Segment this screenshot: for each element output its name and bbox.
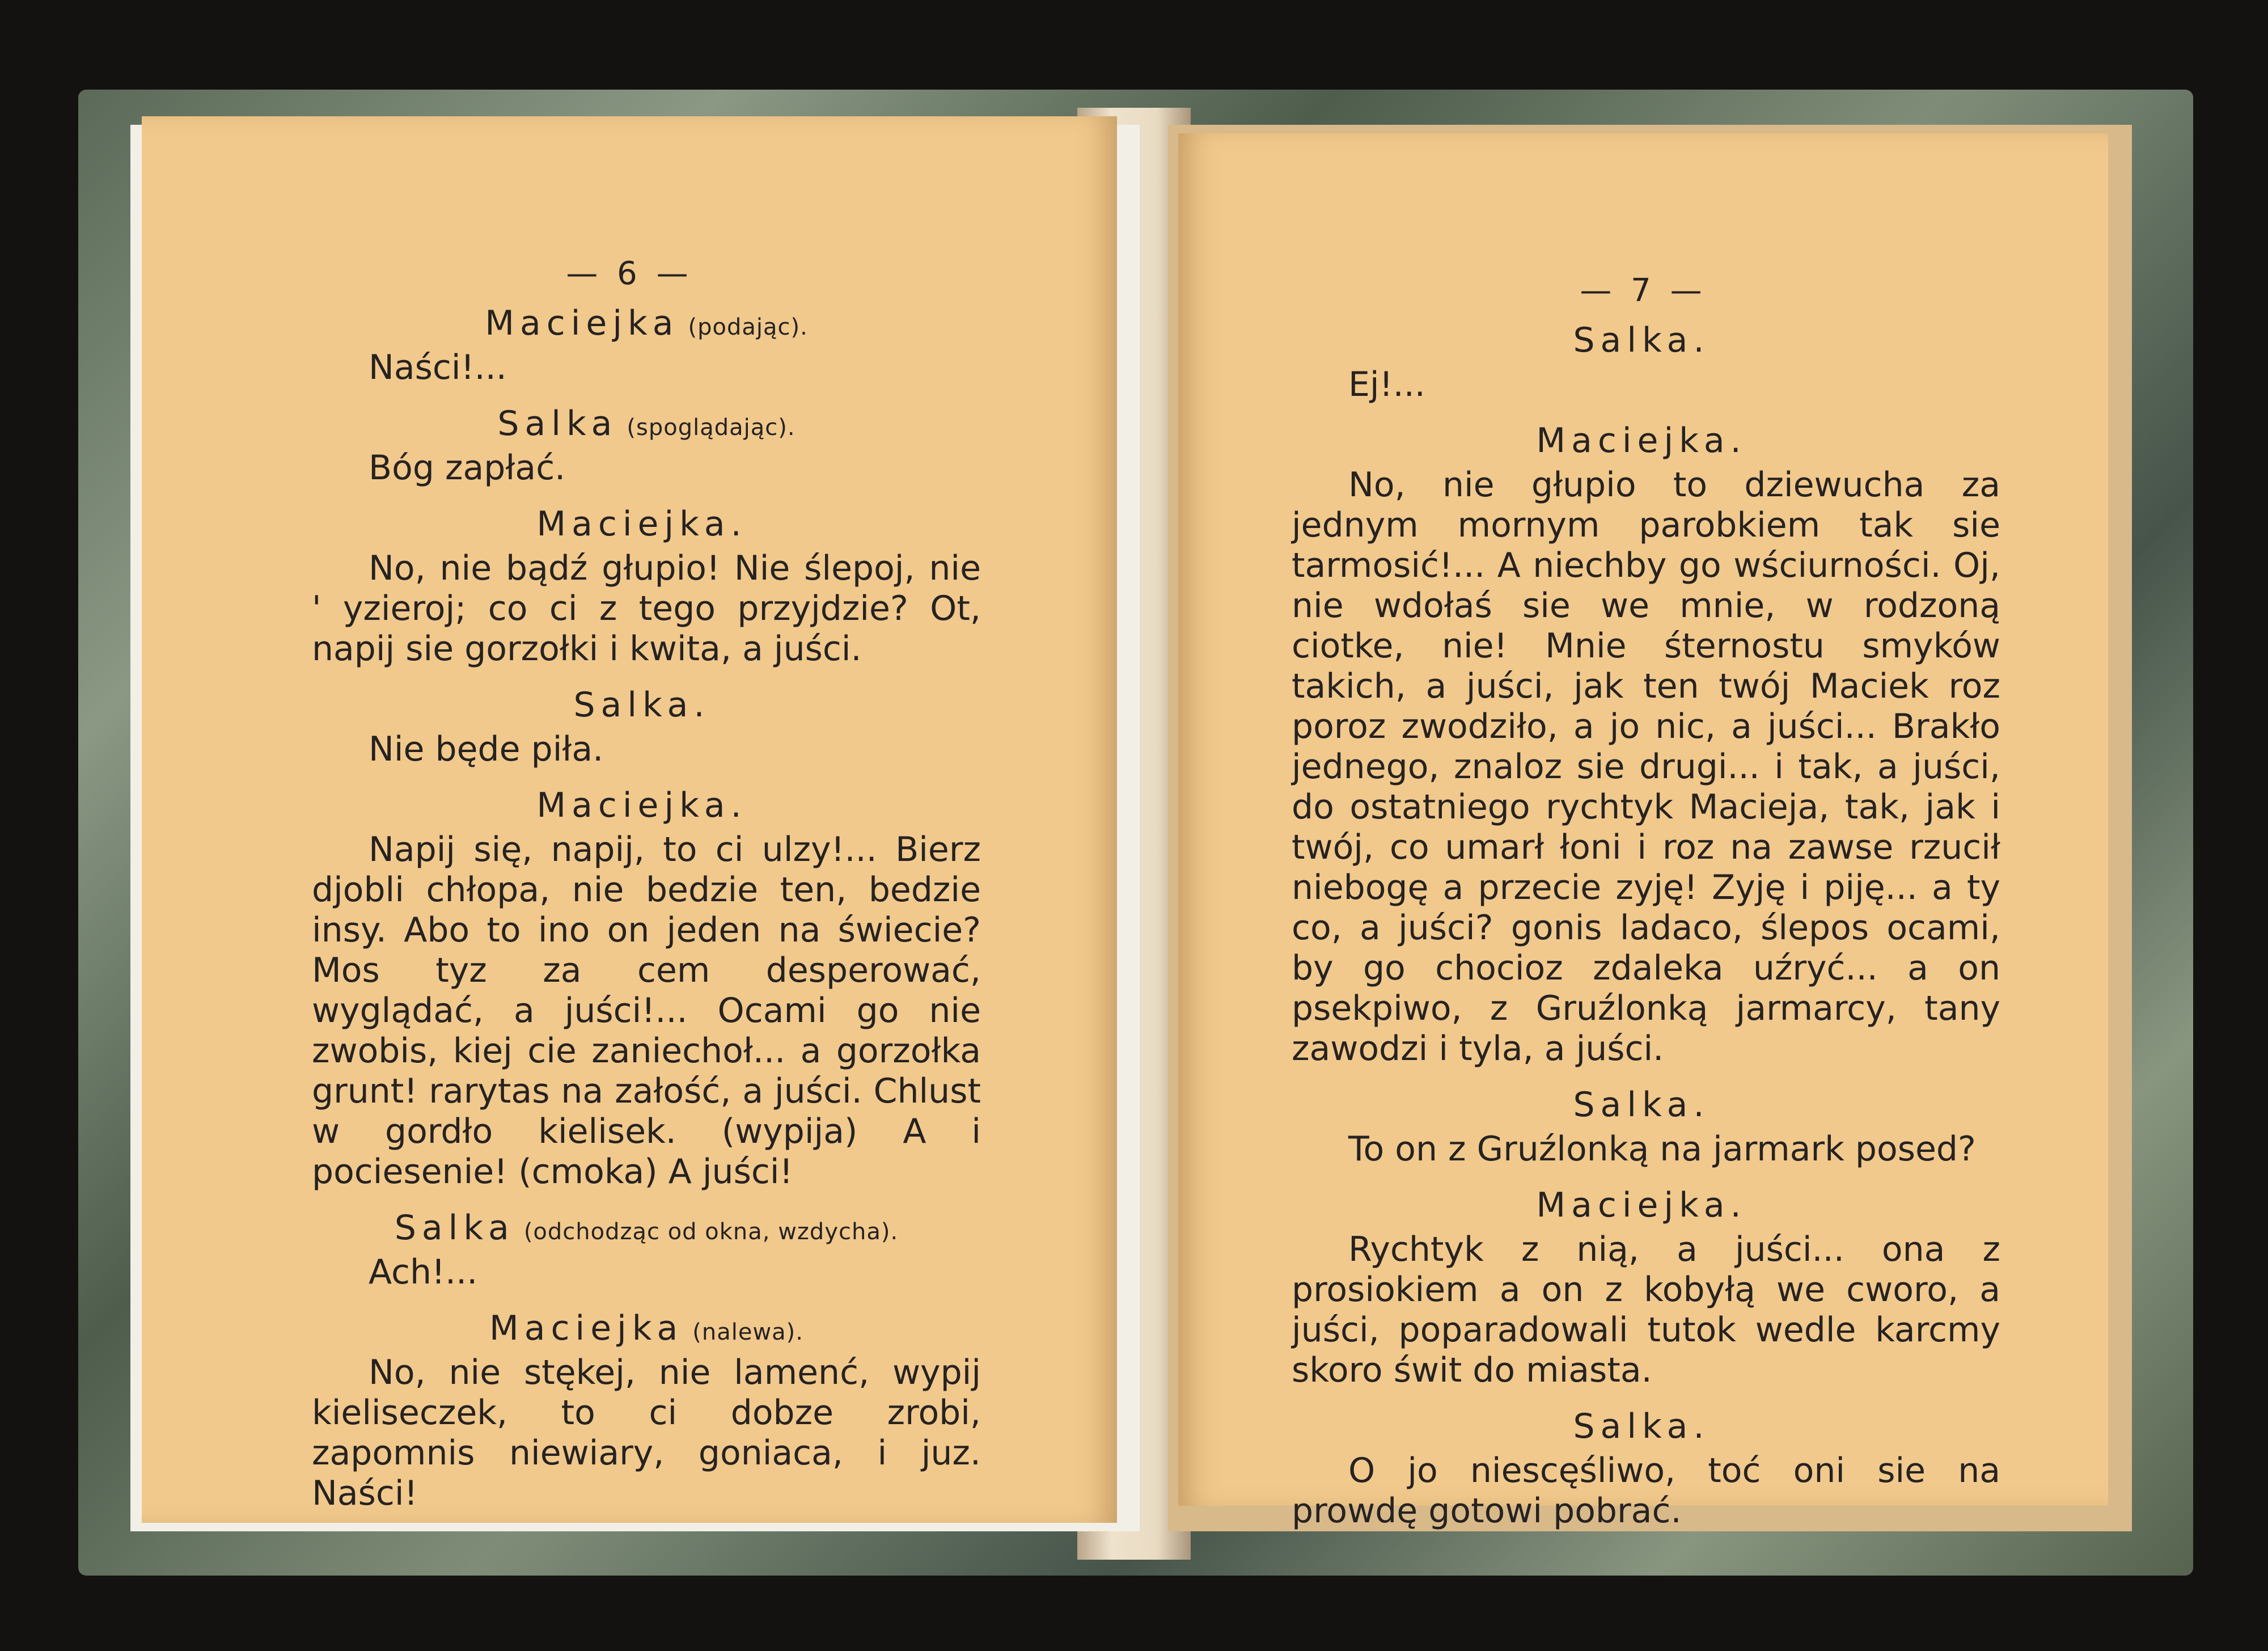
speaker-name: Salka.: [1573, 320, 1710, 360]
page-number: — 6 —: [566, 255, 693, 292]
speaker-heading: [1292, 1085, 2000, 1129]
dialogue-line: No, nie bądź głupio! Nie ślepoj, nie ' yzieroj; co ci z tego przyjdzie? Ot, napij sie gorzołki i kwita, a juści.: [312, 548, 981, 669]
speaker-heading: [312, 504, 981, 548]
stage-direction: (nalewa).: [692, 1319, 803, 1345]
speaker-heading: [1292, 421, 2000, 465]
page-text: [312, 303, 981, 1514]
speaker-name: Maciejka.: [536, 504, 747, 544]
speaker-name: Salka.: [1573, 1407, 1710, 1446]
speaker-heading: [1292, 1185, 2000, 1230]
stage-direction: (odchodząc od okna, wzdycha).: [523, 1219, 899, 1245]
speaker-heading: [1292, 320, 2000, 365]
dialogue-line: Naści!...: [369, 348, 507, 387]
dialogue-line: Napij się, napij, to ci ulzy!... Bierz djobli chłopa, nie bedzie ten, bedzie insy. Abo to ino on jeden na świecie? Mos tyz za cem desperować, wyglądać, a juści!... Ocami go nie zwobis, kiej cie zaniechoł... a gorzołka grunt! rarytas na załość, a juści. Chlust w gordło kielisek. (wypija) A i pociesenie! (cmoka) A juści!: [312, 830, 981, 1192]
speaker-heading: [312, 1208, 981, 1252]
speaker-heading: [312, 1308, 981, 1353]
dialogue-line: To on z Gruźlonką na jarmark posed?: [1348, 1129, 1976, 1169]
stage-direction: (podając).: [688, 314, 808, 340]
page-number: — 7 —: [1580, 272, 1707, 309]
speaker-name: Maciejka: [485, 303, 679, 343]
left-page: [142, 116, 1117, 1523]
dialogue-line: Bóg zapłać.: [369, 448, 566, 488]
page-text: [1292, 320, 2000, 1531]
right-page: [1178, 133, 2108, 1531]
speaker-name: Salka.: [1573, 1085, 1710, 1125]
speaker-name: Maciejka: [489, 1308, 684, 1348]
speaker-name: Salka: [497, 404, 618, 444]
speaker-name: Maciejka.: [1536, 1185, 1747, 1225]
dialogue-line: O jo niescęśliwo, toć oni sie na prowdę gotowi pobrać.: [1292, 1451, 2000, 1531]
speaker-heading: [312, 786, 981, 830]
stage-direction: (spoglądając).: [627, 415, 796, 441]
dialogue-line: Rychtyk z nią, a juści... ona z prosiokiem a on z kobyłą we cworo, a juści, poparadowali tutok wedle karcmy skoro świt do miasta.: [1292, 1230, 2000, 1390]
dialogue-line: Ach!...: [369, 1252, 478, 1292]
speaker-name: Maciejka.: [1536, 421, 1747, 461]
speaker-heading: [312, 404, 981, 448]
speaker-name: Salka.: [573, 685, 710, 725]
dialogue-line: No, nie głupio to dziewucha za jednym mornym parobkiem tak sie tarmosić!... A niechby go wściurności. Oj, nie wdołaś sie we mnie, w rodzoną ciotke, nie! Mnie śternostu smyków takich, a juści, jak ten twój Maciek roz poroz zwodziło, a jo nic, a juści... Brakło jednego, znaloz sie drugi... i tak, a juści, do ostatniego rychtyk Macieja, tak, jak i twój, co umarł łoni i roz na zawse rzucił niebogę a przecie zyję! Zyję i piję... a ty co, a juści? gonis ladaco, ślepos ocami, by go chocioz zdaleka uźryć... a on psekpiwo, z Gruźlonką jarmarcy, tany zawodzi i tyla, a juści.: [1292, 465, 2000, 1069]
speaker-name: Maciejka.: [536, 786, 747, 825]
dialogue-line: Nie będe piła.: [369, 729, 604, 769]
dialogue-line: No, nie stękej, nie lamenć, wypij kieliseczek, to ci dobze zrobi, zapomnis niewiary, goniaca, i juz. Naści!: [312, 1353, 981, 1513]
speaker-heading: [1292, 1407, 2000, 1451]
speaker-name: Salka: [394, 1208, 515, 1248]
speaker-heading: [312, 303, 981, 348]
speaker-heading: [312, 685, 981, 729]
dialogue-line: Ej!...: [1348, 365, 1425, 404]
